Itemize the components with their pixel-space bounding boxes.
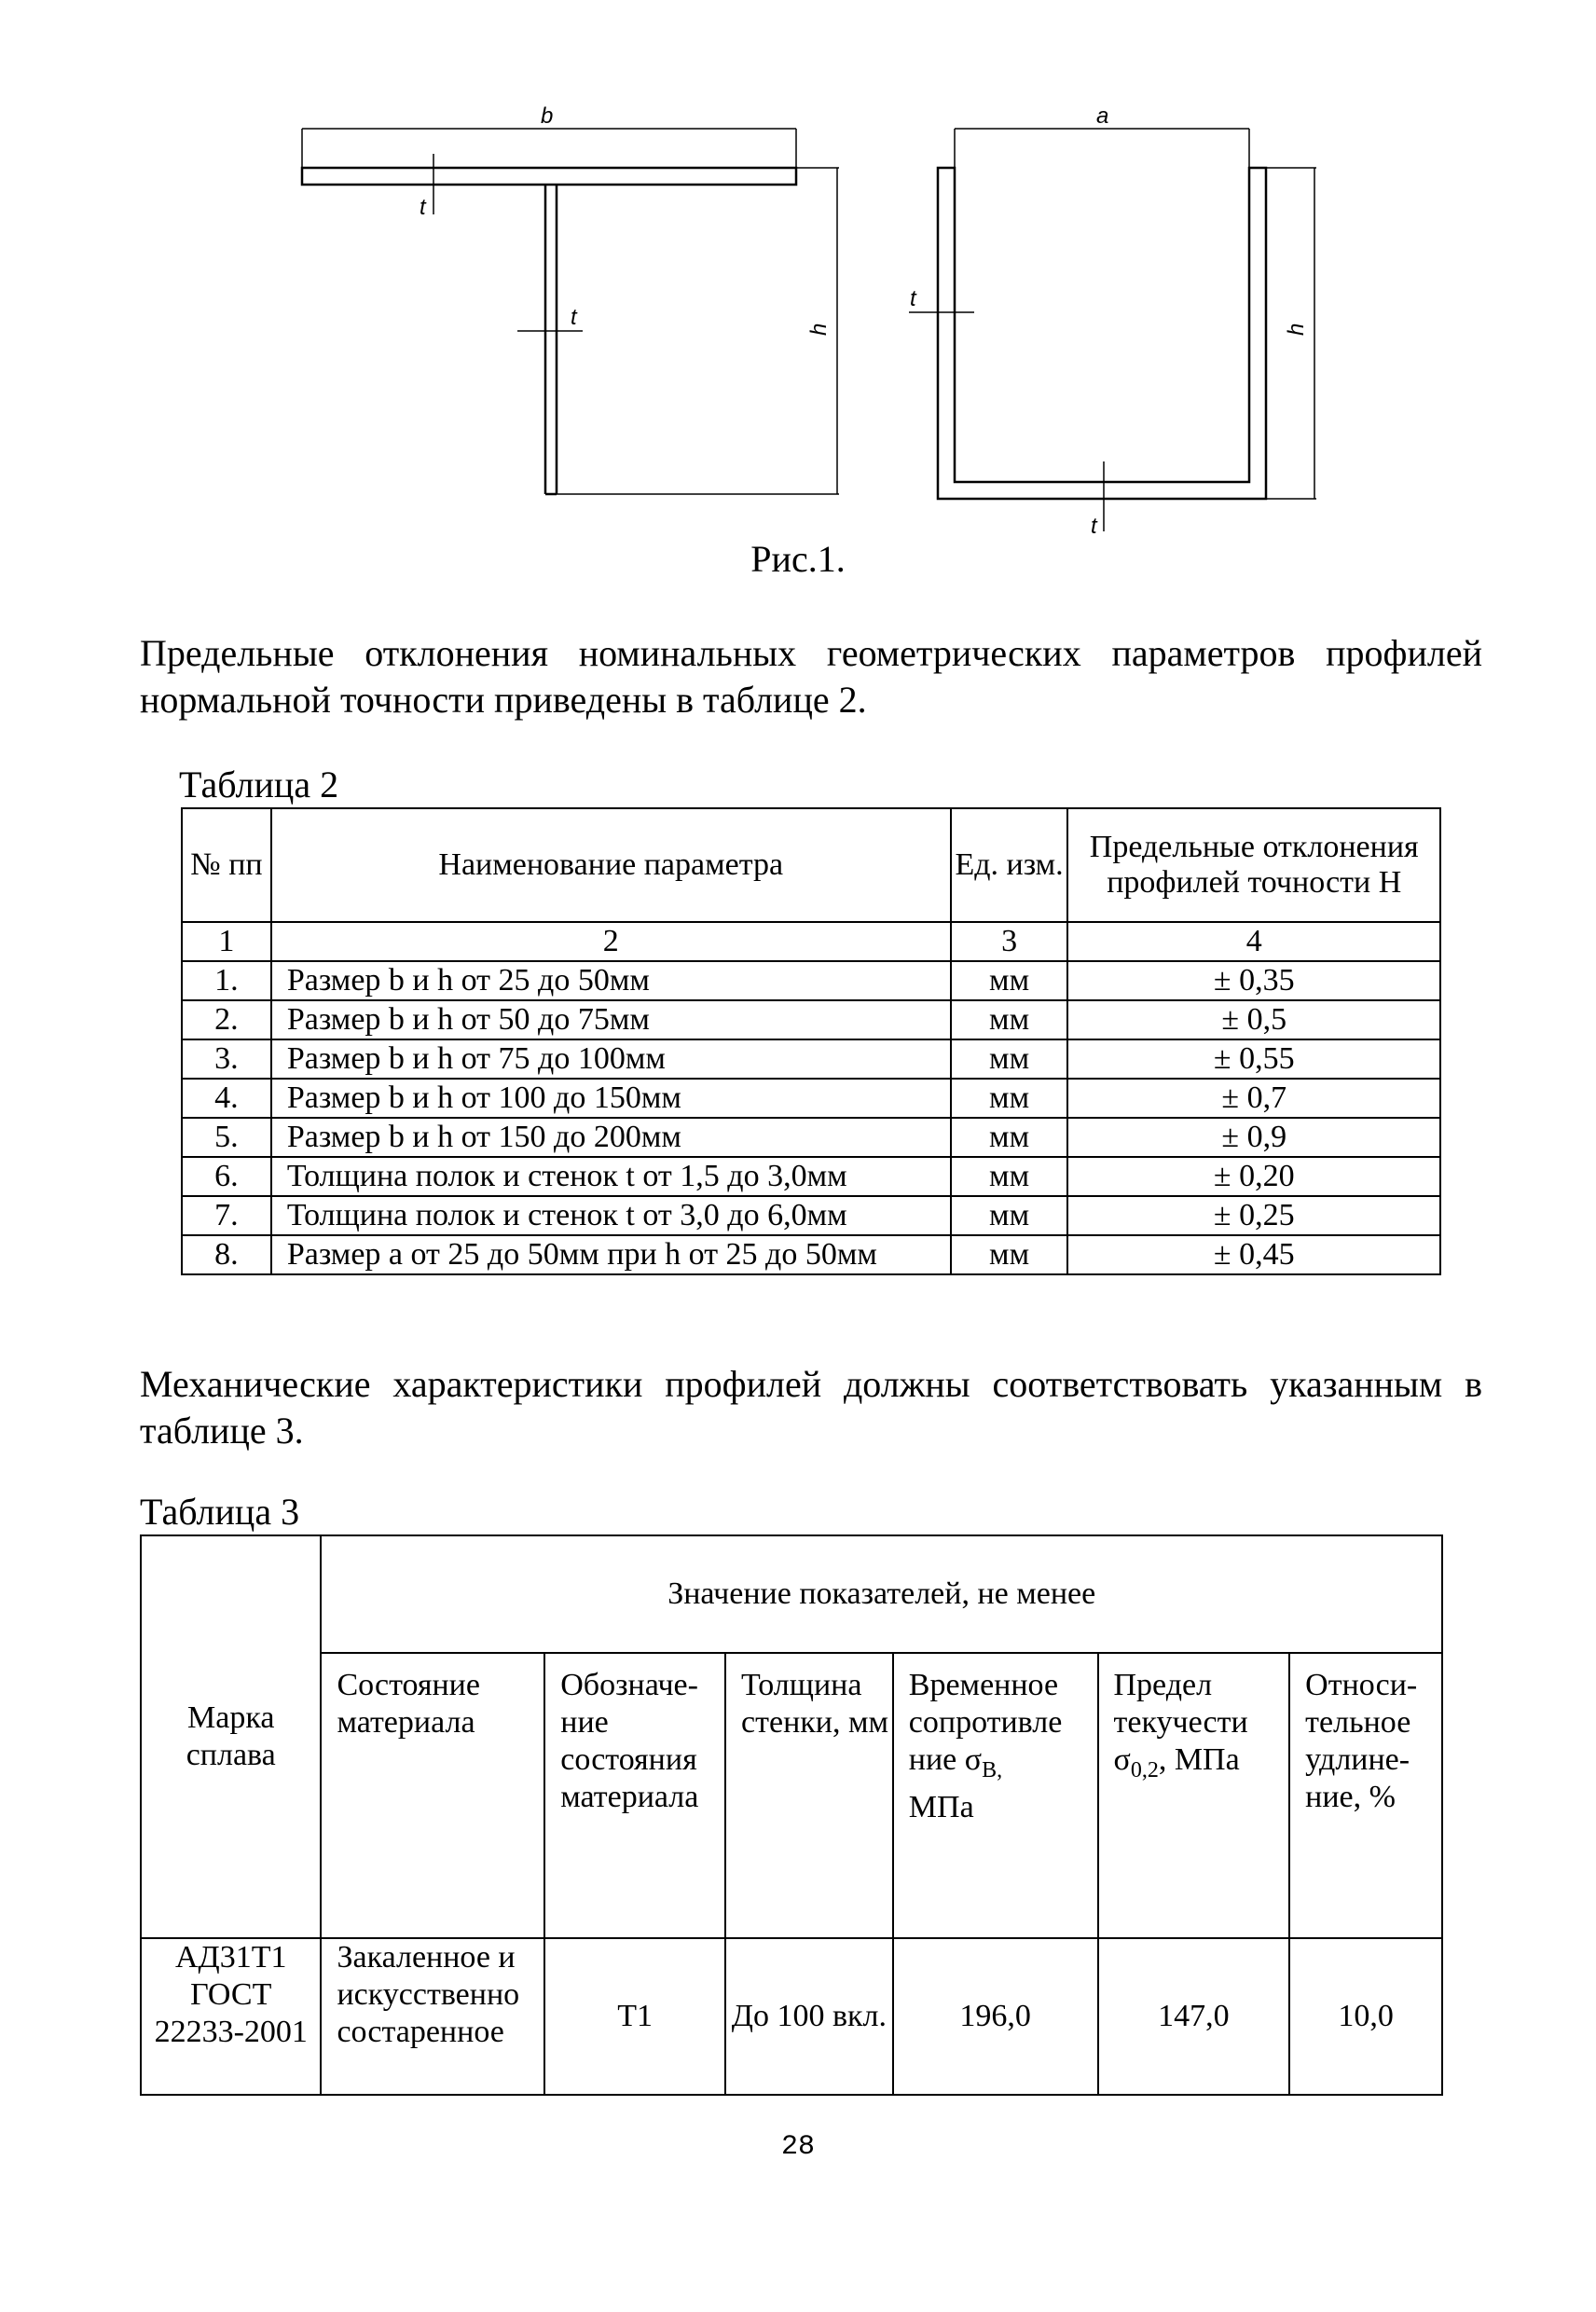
table-header-row xyxy=(182,808,1440,922)
page-number: 28 xyxy=(780,2131,815,2163)
cell-designation: Т1 xyxy=(544,1938,725,2095)
row-num: 6. xyxy=(182,1157,271,1196)
table-row xyxy=(182,1039,1440,1079)
row-num: 1. xyxy=(182,961,271,1000)
yield-strength-label: Предел текучести σ xyxy=(1113,1668,1248,1777)
channel-width-label: a xyxy=(1096,103,1109,129)
header-state: Состояние материала xyxy=(321,1653,544,1938)
row-deviation: ± 0,5 xyxy=(1067,1000,1440,1039)
table-row xyxy=(182,961,1440,1000)
row-deviation: ± 0,35 xyxy=(1067,961,1440,1000)
channel-bottom-thickness-label: t xyxy=(1091,514,1097,539)
tee-height-label: h xyxy=(806,323,832,336)
table-row xyxy=(141,1938,1442,2095)
channel-height-label: h xyxy=(1284,323,1309,336)
paragraph-line: нормальной точности приведены в таблице 2. xyxy=(140,679,867,721)
tee-width-label: b xyxy=(541,103,554,129)
row-num: 7. xyxy=(182,1196,271,1235)
paragraph-line: Предельные отклонения номинальных геометрических параметров профилей xyxy=(140,632,1482,674)
table-2 xyxy=(181,807,1441,1275)
tee-flange-thickness-label: t xyxy=(420,195,426,220)
yield-strength-unit: , МПа xyxy=(1158,1742,1240,1777)
paragraph-table2-intro xyxy=(140,630,1482,723)
header-alloy: Марка сплава xyxy=(141,1535,321,1938)
figure-caption: Рис.1. xyxy=(750,538,846,580)
row-parameter: Размер а от 25 до 50мм при h от 25 до 50мм xyxy=(271,1235,951,1274)
table-row xyxy=(182,1235,1440,1274)
table3-caption: Таблица 3 xyxy=(140,1491,300,1533)
row-unit: мм xyxy=(951,1235,1068,1274)
tensile-strength-subscript: В, xyxy=(982,1757,1003,1782)
cell-thickness: До 100 вкл. xyxy=(725,1938,893,2095)
row-deviation: ± 0,55 xyxy=(1067,1039,1440,1079)
table2-caption: Таблица 2 xyxy=(179,764,339,805)
header-num: № пп xyxy=(182,808,271,922)
row-parameter: Размер b и h от 150 до 200мм xyxy=(271,1118,951,1157)
row-parameter: Размер b и h от 75 до 100мм xyxy=(271,1039,951,1079)
row-parameter: Размер b и h от 50 до 75мм xyxy=(271,1000,951,1039)
header-designation: Обозначе-ние состояния материала xyxy=(544,1653,725,1938)
cell-elongation: 10,0 xyxy=(1289,1938,1442,2095)
table-header-row xyxy=(141,1535,1442,1653)
row-unit: мм xyxy=(951,1157,1068,1196)
row-parameter: Размер b и h от 25 до 50мм xyxy=(271,961,951,1000)
index-cell: 4 xyxy=(1067,922,1440,961)
paragraph-table3-intro: Механические характеристики профилей должны соответствовать указанным в таблице 3. xyxy=(140,1363,1482,1452)
row-deviation: ± 0,9 xyxy=(1067,1118,1440,1157)
index-cell: 2 xyxy=(271,922,951,961)
cell-tensile-strength: 196,0 xyxy=(893,1938,1098,2095)
table-subheader-row xyxy=(141,1653,1442,1938)
row-unit: мм xyxy=(951,961,1068,1000)
row-num: 2. xyxy=(182,1000,271,1039)
row-unit: мм xyxy=(951,1039,1068,1079)
row-deviation: ± 0,25 xyxy=(1067,1196,1440,1235)
table-row xyxy=(182,1157,1440,1196)
tensile-strength-unit: МПа xyxy=(908,1789,974,1824)
index-cell: 1 xyxy=(182,922,271,961)
row-num: 8. xyxy=(182,1235,271,1274)
tensile-strength-label: Временное сопротивле ние σ xyxy=(908,1668,1063,1777)
figure-1 xyxy=(0,0,1596,578)
channel-wall-thickness-label: t xyxy=(910,286,916,311)
row-num: 3. xyxy=(182,1039,271,1079)
row-deviation: ± 0,20 xyxy=(1067,1157,1440,1196)
header-group: Значение показателей, не менее xyxy=(321,1535,1442,1653)
tee-web-thickness-label: t xyxy=(571,305,577,330)
table-row xyxy=(182,1196,1440,1235)
row-num: 5. xyxy=(182,1118,271,1157)
header-thickness: Толщина стенки, мм xyxy=(725,1653,893,1938)
row-num: 4. xyxy=(182,1079,271,1118)
header-tensile-strength xyxy=(893,1653,1098,1938)
row-parameter: Толщина полок и стенок t от 1,5 до 3,0мм xyxy=(271,1157,951,1196)
header-elongation: Относи-тельное удлине-ние, % xyxy=(1289,1653,1442,1938)
row-parameter: Размер b и h от 100 до 150мм xyxy=(271,1079,951,1118)
cell-alloy: АД31Т1 ГОСТ 22233-2001 xyxy=(141,1938,321,2095)
table-row xyxy=(182,1118,1440,1157)
cell-state: Закаленное и искусственно состаренное xyxy=(321,1938,544,2095)
yield-strength-subscript: 0,2 xyxy=(1130,1757,1159,1782)
cell-yield-strength: 147,0 xyxy=(1098,1938,1290,2095)
header-unit: Ед. изм. xyxy=(951,808,1068,922)
row-unit: мм xyxy=(951,1079,1068,1118)
channel-profile-drawing xyxy=(909,129,1316,531)
table-index-row xyxy=(182,922,1440,961)
row-unit: мм xyxy=(951,1118,1068,1157)
table-row xyxy=(182,1000,1440,1039)
header-deviation: Предельные отклонения профилей точности Н xyxy=(1067,808,1440,922)
row-unit: мм xyxy=(951,1196,1068,1235)
index-cell: 3 xyxy=(951,922,1068,961)
table-row xyxy=(182,1079,1440,1118)
row-unit: мм xyxy=(951,1000,1068,1039)
header-parameter: Наименование параметра xyxy=(271,808,951,922)
table-3 xyxy=(140,1534,1443,2096)
header-yield-strength xyxy=(1098,1653,1290,1938)
row-parameter: Толщина полок и стенок t от 3,0 до 6,0мм xyxy=(271,1196,951,1235)
row-deviation: ± 0,45 xyxy=(1067,1235,1440,1274)
row-deviation: ± 0,7 xyxy=(1067,1079,1440,1118)
